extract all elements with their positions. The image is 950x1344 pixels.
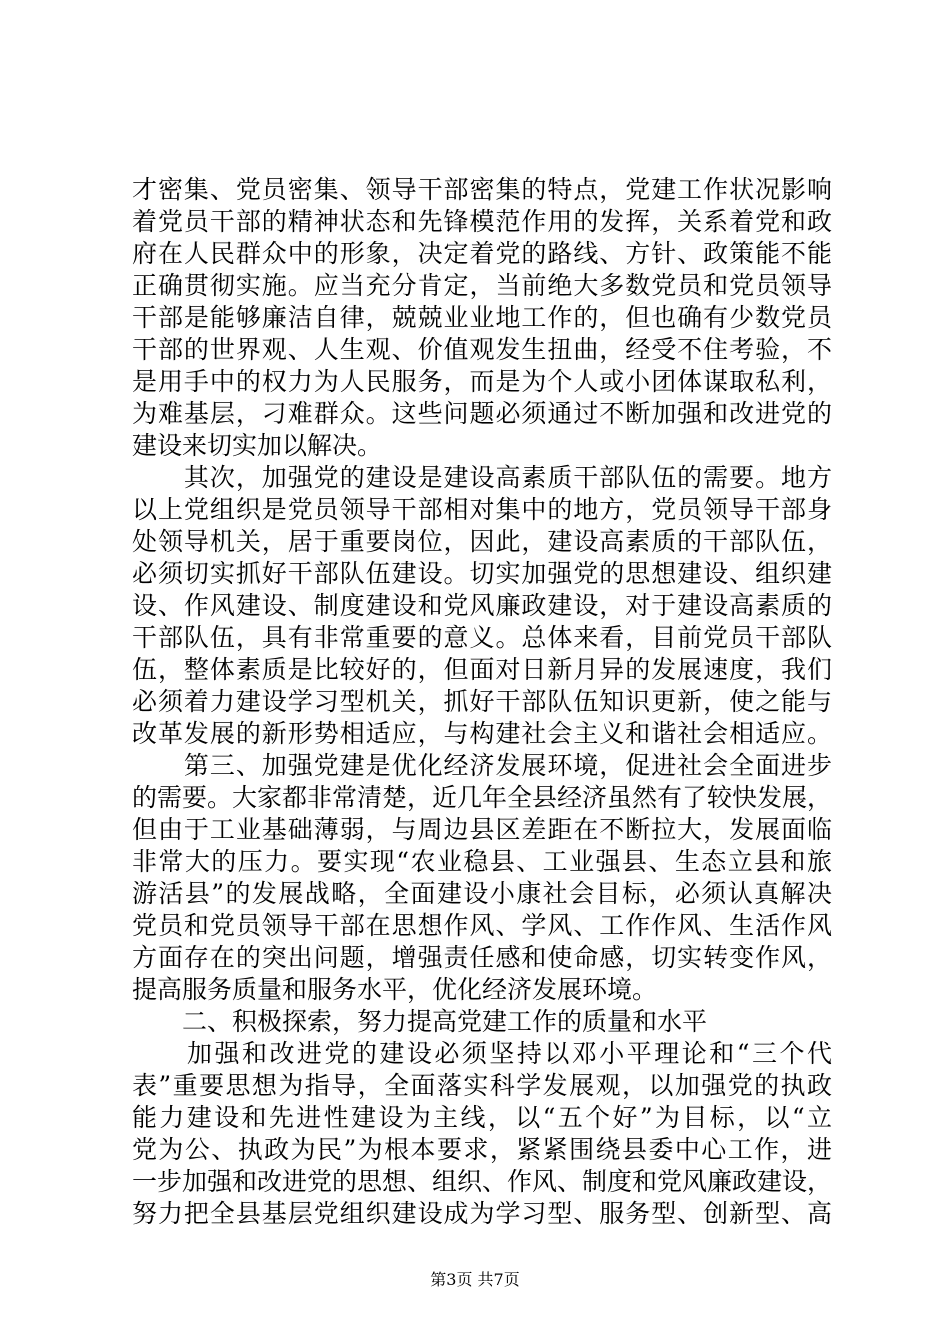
text-line: 必须着力建设学习型机关，抓好干部队伍知识更新，使之能与 [132, 687, 832, 716]
text-line: 干部是能够廉洁自律，兢兢业业地工作的，但也确有少数党员 [132, 303, 832, 332]
body-text [132, 174, 832, 1230]
text-line: 提高服务质量和服务水平，优化经济发展环境。 [132, 975, 658, 1004]
text-line: 处领导机关，居于重要岗位，因此，建设高素质的干部队伍， [132, 527, 832, 556]
text-line: 党为公、执政为民”为根本要求，紧紧围绕县委中心工作，进 [132, 1135, 832, 1164]
text-line: 二、积极探索，努力提高党建工作的质量和水平 [132, 1007, 708, 1036]
text-line: 一步加强和改进党的思想、组织、作风、制度和党风廉政建设， [132, 1167, 833, 1196]
page-footer: 第3页 共7页 [430, 1270, 520, 1289]
text-line: 才密集、党员密集、领导干部密集的特点，党建工作状况影响 [132, 175, 832, 204]
text-line: 其次，加强党的建设是建设高素质干部队伍的需要。地方 [132, 463, 832, 492]
text-line: 但由于工业基础薄弱，与周边县区差距在不断拉大，发展面临 [132, 815, 832, 844]
text-line: 干部的世界观、人生观、价值观发生扭曲，经受不住考验，不 [132, 335, 832, 364]
text-line: 能力建设和先进性建设为主线，以“五个好”为目标，以“立 [132, 1103, 832, 1132]
text-line: 着党员干部的精神状态和先锋模范作用的发挥，关系着党和政 [132, 207, 832, 236]
text-line: 伍，整体素质是比较好的，但面对日新月异的发展速度，我们 [132, 655, 832, 684]
text-line: 必须切实抓好干部队伍建设。切实加强党的思想建设、组织建 [132, 559, 832, 588]
text-line: 党员和党员领导干部在思想作风、学风、工作作风、生活作风 [132, 911, 832, 940]
text-line: 改革发展的新形势相适应，与构建社会主义和谐社会相适应。 [132, 719, 832, 748]
text-line: 方面存在的突出问题，增强责任感和使命感，切实转变作风， [132, 943, 832, 972]
text-line: 加强和改进党的建设必须坚持以邓小平理论和“三个代 [132, 1039, 832, 1068]
text-line: 干部队伍，具有非常重要的意义。总体来看，目前党员干部队 [132, 623, 832, 652]
text-line: 正确贯彻实施。应当充分肯定，当前绝大多数党员和党员领导 [132, 271, 832, 300]
text-line: 设、作风建设、制度建设和党风廉政建设，对于建设高素质的 [132, 591, 832, 620]
text-line: 第三、加强党建是优化经济发展环境，促进社会全面进步 [132, 751, 832, 780]
text-line: 为难基层，刁难群众。这些问题必须通过不断加强和改进党的 [132, 399, 832, 428]
text-line: 府在人民群众中的形象，决定着党的路线、方针、政策能不能 [132, 239, 832, 268]
text-line: 非常大的压力。要实现“农业稳县、工业强县、生态立县和旅 [132, 847, 832, 876]
text-line: 努力把全县基层党组织建设成为学习型、服务型、创新型、高 [132, 1199, 832, 1228]
text-line: 以上党组织是党员领导干部相对集中的地方，党员领导干部身 [132, 495, 832, 524]
text-line: 表”重要思想为指导，全面落实科学发展观，以加强党的执政 [132, 1071, 832, 1100]
text-line: 游活县”的发展战略，全面建设小康社会目标，必须认真解决 [132, 879, 832, 908]
text-line: 建设来切实加以解决。 [132, 431, 383, 460]
text-line: 的需要。大家都非常清楚，近几年全县经济虽然有了较快发展， [132, 783, 833, 812]
text-line: 是用手中的权力为人民服务，而是为个人或小团体谋取私利， [132, 367, 832, 396]
